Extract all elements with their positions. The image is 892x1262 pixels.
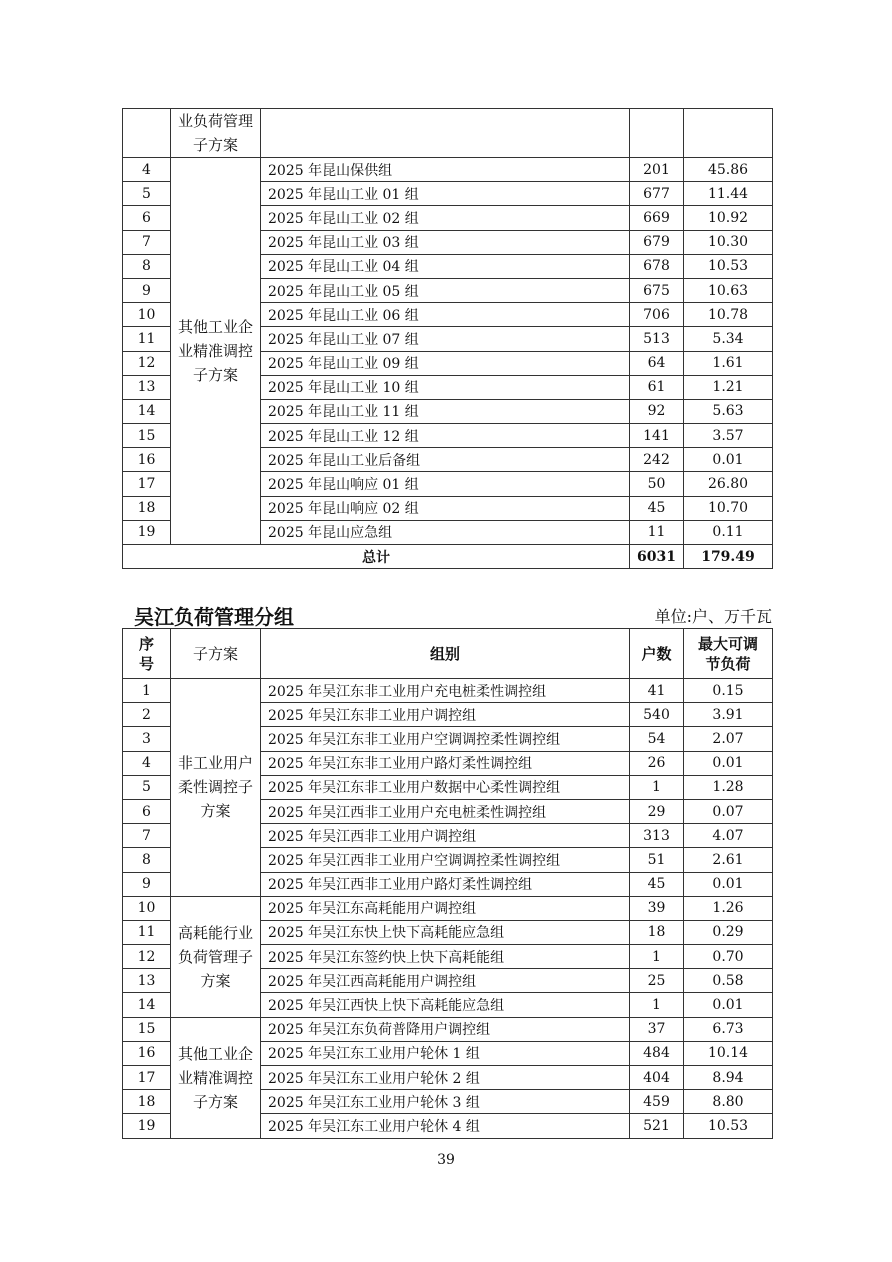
max-load: 26.80 [684, 472, 773, 496]
row-number: 11 [123, 920, 171, 944]
households: 41 [630, 679, 684, 703]
households: 45 [630, 496, 684, 520]
households: 521 [630, 1114, 684, 1138]
row-number: 15 [123, 1017, 171, 1041]
row-number: 17 [123, 1066, 171, 1090]
group-name: 2025 年吴江东工业用户轮休 4 组 [261, 1114, 630, 1138]
max-load: 0.70 [684, 945, 773, 969]
header-load: 最大可调节负荷 [684, 629, 773, 679]
row-number: 12 [123, 351, 171, 375]
max-load: 3.57 [684, 424, 773, 448]
row-number: 8 [123, 254, 171, 278]
row-number: 12 [123, 945, 171, 969]
max-load: 11.44 [684, 182, 773, 206]
group-name: 2025 年昆山工业 03 组 [261, 230, 630, 254]
households: 459 [630, 1090, 684, 1114]
max-load: 0.01 [684, 993, 773, 1017]
subplan-cell: 其他工业企业精准调控子方案 [171, 158, 261, 545]
header-subplan: 子方案 [171, 629, 261, 679]
row-number: 19 [123, 520, 171, 544]
households: 29 [630, 799, 684, 823]
row-number: 4 [123, 751, 171, 775]
households: 61 [630, 375, 684, 399]
group-name: 2025 年昆山工业 02 组 [261, 206, 630, 230]
households: 1 [630, 945, 684, 969]
max-load: 1.28 [684, 775, 773, 799]
households: 26 [630, 751, 684, 775]
row-number: 5 [123, 775, 171, 799]
header-households: 户数 [630, 629, 684, 679]
max-load: 2.07 [684, 727, 773, 751]
max-load: 6.73 [684, 1017, 773, 1041]
unit-label: 单位:户、万千瓦 [654, 607, 772, 626]
row-number: 19 [123, 1114, 171, 1138]
group-name: 2025 年吴江东非工业用户充电桩柔性调控组 [261, 679, 630, 703]
households: 677 [630, 182, 684, 206]
households: 242 [630, 448, 684, 472]
max-load: 5.34 [684, 327, 773, 351]
max-load: 8.80 [684, 1090, 773, 1114]
max-load: 0.15 [684, 679, 773, 703]
households: 484 [630, 1041, 684, 1065]
row-number: 9 [123, 872, 171, 896]
group-name: 2025 年昆山响应 02 组 [261, 496, 630, 520]
group-name: 2025 年吴江西快上快下高耗能应急组 [261, 993, 630, 1017]
row-number: 18 [123, 1090, 171, 1114]
max-load: 0.07 [684, 799, 773, 823]
table-row [123, 109, 773, 158]
header-no: 序号 [123, 629, 171, 679]
group-name: 2025 年吴江东非工业用户调控组 [261, 703, 630, 727]
row-number: 6 [123, 799, 171, 823]
households: 37 [630, 1017, 684, 1041]
group-name: 2025 年吴江东非工业用户路灯柔性调控组 [261, 751, 630, 775]
households: 1 [630, 775, 684, 799]
max-load: 10.53 [684, 254, 773, 278]
table-row [123, 1017, 773, 1041]
group-name: 2025 年吴江西高耗能用户调控组 [261, 969, 630, 993]
households: 39 [630, 896, 684, 920]
group-name: 2025 年昆山工业 11 组 [261, 399, 630, 423]
table-row [123, 158, 773, 182]
max-load: 0.11 [684, 520, 773, 544]
max-load: 10.63 [684, 278, 773, 302]
max-load: 10.70 [684, 496, 773, 520]
row-number: 3 [123, 727, 171, 751]
group-name: 2025 年吴江西非工业用户充电桩柔性调控组 [261, 799, 630, 823]
row-number: 10 [123, 896, 171, 920]
row-number: 5 [123, 182, 171, 206]
max-load: 45.86 [684, 158, 773, 182]
group-name: 2025 年昆山保供组 [261, 158, 630, 182]
group-name: 2025 年昆山应急组 [261, 520, 630, 544]
max-load: 10.78 [684, 303, 773, 327]
total-row [123, 545, 773, 569]
households: 92 [630, 399, 684, 423]
group-name: 2025 年吴江东签约快上快下高耗能组 [261, 945, 630, 969]
row-number: 2 [123, 703, 171, 727]
max-load: 8.94 [684, 1066, 773, 1090]
group-name: 2025 年吴江东非工业用户空调调控柔性调控组 [261, 727, 630, 751]
row-number: 9 [123, 278, 171, 302]
group-name: 2025 年昆山响应 01 组 [261, 472, 630, 496]
group-name: 2025 年昆山工业 07 组 [261, 327, 630, 351]
row-number: 14 [123, 399, 171, 423]
max-load: 10.30 [684, 230, 773, 254]
page-number: 39 [437, 1152, 455, 1168]
households: 201 [630, 158, 684, 182]
max-load: 0.01 [684, 751, 773, 775]
households: 51 [630, 848, 684, 872]
households: 669 [630, 206, 684, 230]
group-name: 2025 年吴江东非工业用户数据中心柔性调控组 [261, 775, 630, 799]
households: 679 [630, 230, 684, 254]
kunshan-table [122, 108, 773, 569]
max-load: 3.91 [684, 703, 773, 727]
max-load: 0.29 [684, 920, 773, 944]
group-name: 2025 年吴江东工业用户轮休 3 组 [261, 1090, 630, 1114]
households: 1 [630, 993, 684, 1017]
table-row [123, 896, 773, 920]
header-group: 组别 [261, 629, 630, 679]
group-name: 2025 年昆山工业 09 组 [261, 351, 630, 375]
households: 678 [630, 254, 684, 278]
group-name: 2025 年昆山工业 12 组 [261, 424, 630, 448]
households: 25 [630, 969, 684, 993]
row-number: 18 [123, 496, 171, 520]
households: 45 [630, 872, 684, 896]
households: 64 [630, 351, 684, 375]
max-load: 4.07 [684, 824, 773, 848]
max-load: 10.53 [684, 1114, 773, 1138]
subplan-cell: 业负荷管理子方案 [171, 109, 261, 158]
wujiang-table [122, 628, 773, 1139]
group-name: 2025 年昆山工业 01 组 [261, 182, 630, 206]
group-name: 2025 年昆山工业 10 组 [261, 375, 630, 399]
households: 540 [630, 703, 684, 727]
max-load: 10.92 [684, 206, 773, 230]
max-load: 2.61 [684, 848, 773, 872]
subplan-cell: 其他工业企业精准调控子方案 [171, 1017, 261, 1138]
group-name: 2025 年吴江西非工业用户路灯柔性调控组 [261, 872, 630, 896]
max-load: 0.01 [684, 448, 773, 472]
row-number: 13 [123, 969, 171, 993]
row-number: 11 [123, 327, 171, 351]
row-number: 15 [123, 424, 171, 448]
max-load: 1.26 [684, 896, 773, 920]
households: 54 [630, 727, 684, 751]
group-name: 2025 年吴江东工业用户轮休 1 组 [261, 1041, 630, 1065]
row-number: 7 [123, 230, 171, 254]
subplan-cell: 高耗能行业负荷管理子方案 [171, 896, 261, 1017]
total-households: 6031 [630, 545, 684, 569]
group-name: 2025 年昆山工业 06 组 [261, 303, 630, 327]
row-number: 10 [123, 303, 171, 327]
households: 513 [630, 327, 684, 351]
row-number: 14 [123, 993, 171, 1017]
group-name: 2025 年昆山工业 05 组 [261, 278, 630, 302]
households: 706 [630, 303, 684, 327]
households: 11 [630, 520, 684, 544]
max-load: 0.01 [684, 872, 773, 896]
households: 50 [630, 472, 684, 496]
subplan-cell: 非工业用户柔性调控子方案 [171, 679, 261, 897]
households: 18 [630, 920, 684, 944]
group-name: 2025 年昆山工业后备组 [261, 448, 630, 472]
total-label: 总计 [123, 545, 630, 569]
row-number: 16 [123, 1041, 171, 1065]
row-number: 1 [123, 679, 171, 703]
table-header-row [123, 629, 773, 679]
row-number: 7 [123, 824, 171, 848]
group-name: 2025 年昆山工业 04 组 [261, 254, 630, 278]
row-number: 8 [123, 848, 171, 872]
group-name: 2025 年吴江西非工业用户空调调控柔性调控组 [261, 848, 630, 872]
households: 404 [630, 1066, 684, 1090]
max-load: 10.14 [684, 1041, 773, 1065]
row-number: 17 [123, 472, 171, 496]
households: 141 [630, 424, 684, 448]
households: 675 [630, 278, 684, 302]
group-name: 2025 年吴江东高耗能用户调控组 [261, 896, 630, 920]
max-load: 5.63 [684, 399, 773, 423]
section-title: 吴江负荷管理分组 [134, 605, 294, 629]
group-name: 2025 年吴江东工业用户轮休 2 组 [261, 1066, 630, 1090]
row-number: 6 [123, 206, 171, 230]
households: 313 [630, 824, 684, 848]
row-number: 16 [123, 448, 171, 472]
total-load: 179.49 [684, 545, 773, 569]
table-row [123, 679, 773, 703]
max-load: 1.61 [684, 351, 773, 375]
row-number: 4 [123, 158, 171, 182]
max-load: 0.58 [684, 969, 773, 993]
row-number: 13 [123, 375, 171, 399]
group-name: 2025 年吴江东负荷普降用户调控组 [261, 1017, 630, 1041]
max-load: 1.21 [684, 375, 773, 399]
group-name: 2025 年吴江西非工业用户调控组 [261, 824, 630, 848]
group-name: 2025 年吴江东快上快下高耗能应急组 [261, 920, 630, 944]
